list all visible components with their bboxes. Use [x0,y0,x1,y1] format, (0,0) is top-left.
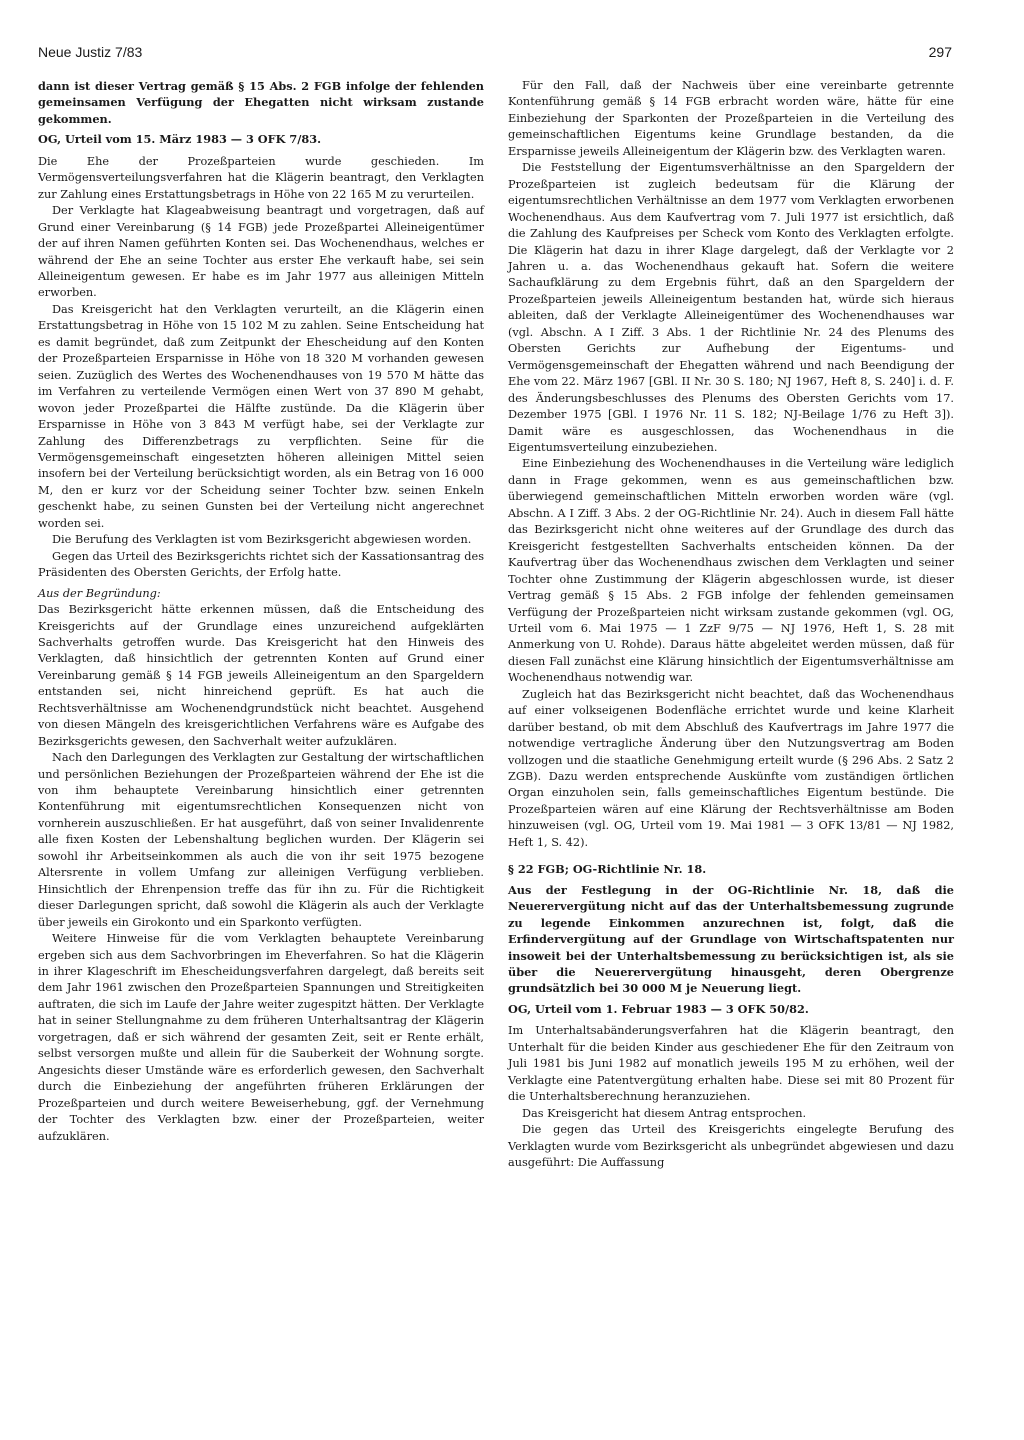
paragraph: Im Unterhaltsabänderungsverfahren hat die Klägerin beantragt, den Unterhalt für die beiden Kinder aus geschiedener Ehe für den Zeitraum von Juli 1981 bis Juni 1982 auf monatlich jeweils 195 M zu erhöhen, weil der Verklagte eine Patentvergütung erhalten habe. Diese sei mit 80 Prozent für die Unterhaltsberechnung heranzuziehen. [508,1024,954,1104]
paragraph: Die gegen das Urteil des Kreisgerichts eingelegte Berufung des Verklagten wurde vom Bezirksgericht als unbegründet abgewiesen und dazu ausgeführt: Die Auffassung [508,1123,954,1169]
paragraph: Nach den Darlegungen des Verklagten zur Gestaltung der wirtschaftlichen und persönlichen Beziehungen der Prozeßparteien während der Ehe ist die von ihm behauptete Vereinbarung hinsichtlich einer getrennten Kontenführung mit eigentumsrechtlichen Konsequenzen nicht von vornherein auszuschließen. Er hat ausgeführt, daß von seiner Invalidenrente alle fixen Kosten der Lebenshaltung beglichen wurden. Der Klägerin sei sowohl ihr Arbeitseinkommen als auch die von ihr seit 1975 bezogene Altersrente in vollem Umfang zur alleinigen Verfügung verblieben. Hinsichtlich der Ehrenpension treffe das für ihn zu. Für die Richtigkeit dieser Darlegungen spricht, daß sowohl die Klägerin als auch der Verklagte über jeweils ein Girokonto und ein Sparkonto verfügten. [38,751,484,929]
headnote: Aus der Festlegung in der OG-Richtlinie Nr. 18, daß die Neuerervergütung nicht auf das der Unterhaltsbemessung zugrunde zu legende Einkommen anzurechnen ist, folgt, daß die Erfindervergütung auf der Grundlage von Wirtschaftspatenten nur insoweit bei der Unterhaltsbemessung zu berücksichtigen ist, als sie über die Neuerervergütung hinausgeht, deren Obergrenze grundsätzlich bei 30 000 M je Neuerung liegt. [508,882,954,996]
section-heading: § 22 FGB; OG-Richtlinie Nr. 18. [508,862,707,877]
paragraph: Der Verklagte hat Klageabweisung beantragt und vorgetragen, daß auf Grund einer Vereinbarung (§ 14 FGB) jede Prozeßpartei Alleineigentümer der auf ihren Namen geführten Konten sei. Das Wochenendhaus, welches er während der Ehe an seine Tochter aus erster Ehe verkauft habe, sei sein Alleineigentum gewesen. Er habe es im Jahr 1977 aus alleinigen Mitteln erworben. [38,204,484,300]
right-column [508,78,954,1171]
journal-title: Neue Justiz 7/83 [38,44,143,60]
paragraph: Die Ehe der Prozeßparteien wurde geschieden. Im Vermögensverteilungsverfahren hat die Klägerin beantragt, den Verklagten zur Zahlung eines Erstattungsbetrags in Höhe von 22 165 M zu verurteilen. [38,154,484,201]
headnote: dann ist dieser Vertrag gemäß § 15 Abs. 2 FGB infolge der fehlenden gemeinsamen Verfügung der Ehegatten nicht wirksam zustande gekommen. [38,79,484,126]
paragraph: Das Bezirksgericht hätte erkennen müssen, daß die Entscheidung des Kreisgerichts auf der Grundlage eines unzureichend aufgeklärten Sachverhalts getroffen wurde. Das Kreisgericht hat den Hinweis des Verklagten, daß hinsichtlich der getrennten Konten auf Grund einer Vereinbarung gemäß § 14 FGB jeweils Alleineigentum an den Spargeldern entstanden sei, nicht hinreichend geprüft. Es hat auch die Rechtsverhältnisse am Wochenendgrundstück nicht beachtet. Ausgehend von diesen Mängeln des kreisgerichtlichen Verfahrens wäre es Aufgabe des Bezirksgerichts gewesen, den Sachverhalt weiter aufzuklären. [38,603,484,748]
paragraph: Das Kreisgericht hat diesem Antrag entsprochen. [522,1106,807,1120]
left-column [38,78,484,1145]
paragraph: Für den Fall, daß der Nachweis über eine vereinbarte getrennte Kontenführung gemäß § 14 FGB erbracht worden wäre, hätte für eine Einbeziehung der Sparkonten der Prozeßparteien in die Verteilung des gemeinschaftlichen Eigentums keine Grundlage bestanden, da die Ersparnisse jeweils Alleineigentum der Klägerin bzw. des Verklagten waren. [508,79,954,158]
paragraph: Zugleich hat das Bezirksgericht nicht beachtet, daß das Wochenendhaus auf einer volkseigenen Bodenfläche errichtet wurde und keine Klarheit darüber bestand, ob mit dem Abschluß des Kaufvertrags im Jahre 1977 die notwendige vertragliche Änderung über den Nutzungsvertrag am Boden vollzogen und die staatliche Genehmigung erteilt wurde (§ 296 Abs. 2 Satz 2 ZGB). Dazu werden entsprechende Auskünfte vom zuständigen örtlichen Organ einzuholen sein, falls gemeinschaftliches Eigentum bestünde. Die Prozeßparteien wären auf eine Klärung der Rechtsverhältnisse am Boden hinzuweisen (vgl. OG, Urteil vom 19. Mai 1981 — 3 OFK 13/81 — NJ 1982, Heft 1, S. 42). [508,687,954,849]
paragraph: Gegen das Urteil des Bezirksgerichts richtet sich der Kassationsantrag des Präsidenten des Obersten Gerichts, der Erfolg hatte. [38,549,484,580]
running-header [38,44,952,64]
paragraph: Weitere Hinweise für die vom Verklagten behauptete Vereinbarung ergeben sich aus dem Sachvorbringen im Eheverfahren. So hat die Klägerin in ihrer Klageschrift im Ehescheidungsverfahren dargelegt, daß bereits seit dem Jahr 1961 zwischen den Prozeßparteien Spannungen und Streitigkeiten auftraten, die sich im Laufe der Jahre weiter zugespitzt hätten. Der Verklagte hat in seiner Stellungnahme zu dem früheren Unterhaltsantrag der Klägerin vorgetragen, daß er sich während der gesamten Zeit, seit er Rente erhält, selbst versorgen mußte und allein für die Sauberkeit der Wohnung sorgte. Angesichts dieser Umstände wäre es erforderlich gewesen, den Sachverhalt durch die Einbeziehung der angeführten früheren Erklärungen der Prozeßparteien und durch weitere Beweiserhebung, ggf. der Vernehmung der Tochter des Verklagten bzw. einer der Prozeßparteien, weiter aufzuklären. [38,932,484,1143]
page-number: 297 [928,44,952,60]
decision-citation: OG, Urteil vom 1. Februar 1983 — 3 OFK 50/82. [508,1001,809,1016]
reasoning-heading: Aus der Begründung: [38,586,161,600]
paragraph: Die Feststellung der Eigentumsverhältnisse an den Spargeldern der Prozeßparteien ist zugleich bedeutsam für die Klärung der eigentumsrechtlichen Verhältnisse an dem 1977 vom Verklagten erworbenen Wochenendhaus. Aus dem Kaufvertrag vom 7. Juli 1977 ist ersichtlich, daß die Zahlung des Kaufpreises per Scheck vom Konto des Verklagten erfolgte. Die Klägerin hat dazu in ihrer Klage dargelegt, daß der Verklagte vor 2 Jahren u. a. das Wochenendhaus gekauft hat. Sofern die weitere Sachaufklärung zu dem Ergebnis führt, daß an den Spargeldern der Prozeßparteien jeweils Alleineigentum bestanden hat, würde sich hieraus ableiten, daß der Verklagte Alleineigentümer des Wochenendhauses war (vgl. Abschn. A I Ziff. 3 Abs. 1 der Richtlinie Nr. 24 des Plenums des Obersten Gerichts zur Aufhebung der Eigentums- und Vermögensgemeinschaft der Ehegatten während und nach Beendigung der Ehe vom 22. März 1967 [GBl. II Nr. 30 S. 180; NJ 1967, Heft 8, S. 240] i. d. F. des Änderungsbeschlusses des Plenums des Obersten Gerichts vom 17. Dezember 1975 [GBl. I 1976 Nr. 11 S. 182; NJ-Beilage 1/76 zu Heft 3]). Damit wäre es ausgeschlossen, das Wochenendhaus in die Eigentumsverteilung einzubeziehen. [508,161,954,454]
paragraph: Das Kreisgericht hat den Verklagten verurteilt, an die Klägerin einen Erstattungsbetrag in Höhe von 15 102 M zu zahlen. Seine Entscheidung hat es damit begründet, daß zum Zeitpunkt der Ehescheidung auf den Konten der Prozeßparteien Ersparnisse in Höhe von 18 320 M vorhanden gewesen seien. Zuzüglich des Wertes des Wochenendhauses von 19 570 M hätte das im Verfahren zu verteilende Vermögen einen Wert von 37 890 M gehabt, wovon jeder Prozeßpartei die Hälfte zustünde. Da die Klägerin über Ersparnisse in Höhe von 3 843 M verfügt habe, sei der Verklagte zur Zahlung des Differenzbetrags zu verpflichten. Seine für die Vermögensgemeinschaft eingesetzten höheren alleinigen Mittel seien insofern bei der Verteilung berücksichtigt worden, als ein Betrag von 16 000 M, den er kurz vor der Scheidung seiner Tochter bzw. seinen Enkeln geschenkt habe, zu seinen Gunsten bei der Verteilung nicht angerechnet worden sei. [38,302,484,530]
paragraph: Die Berufung des Verklagten ist vom Bezirksgericht abgewiesen worden. [52,533,472,547]
paragraph: Eine Einbeziehung des Wochenendhauses in die Verteilung wäre lediglich dann in Frage gekommen, wenn es aus gemeinschaftlichen bzw. überwiegend gemeinschaftlichen Mitteln erworben worden wäre (vgl. Abschn. A I Ziff. 3 Abs. 2 der OG-Richtlinie Nr. 24). Auch in diesem Fall hätte das Bezirksgericht nicht ohne weiteres auf der Grundlage des durch das Kreisgericht festgestellten Sachverhalts entscheiden können. Da der Kaufvertrag über das Wochenendhaus zwischen dem Verklagten und seiner Tochter ohne Zustimmung der Klägerin abgeschlossen wurde, ist dieser Vertrag gemäß § 15 Abs. 2 FGB infolge der fehlenden gemeinsamen Verfügung der Prozeßparteien nicht wirksam zustande gekommen (vgl. OG, Urteil vom 6. Mai 1975 — 1 ZzF 9/75 — NJ 1976, Heft 1, S. 28 mit Anmerkung von U. Rohde). Daraus hätte abgeleitet werden müssen, daß für diesen Fall zunächst eine Klärung hinsichtlich der Eigentumsverhältnisse am Wochenendhaus notwendig war. [508,457,954,685]
decision-citation: OG, Urteil vom 15. März 1983 — 3 OFK 7/83. [38,132,322,147]
